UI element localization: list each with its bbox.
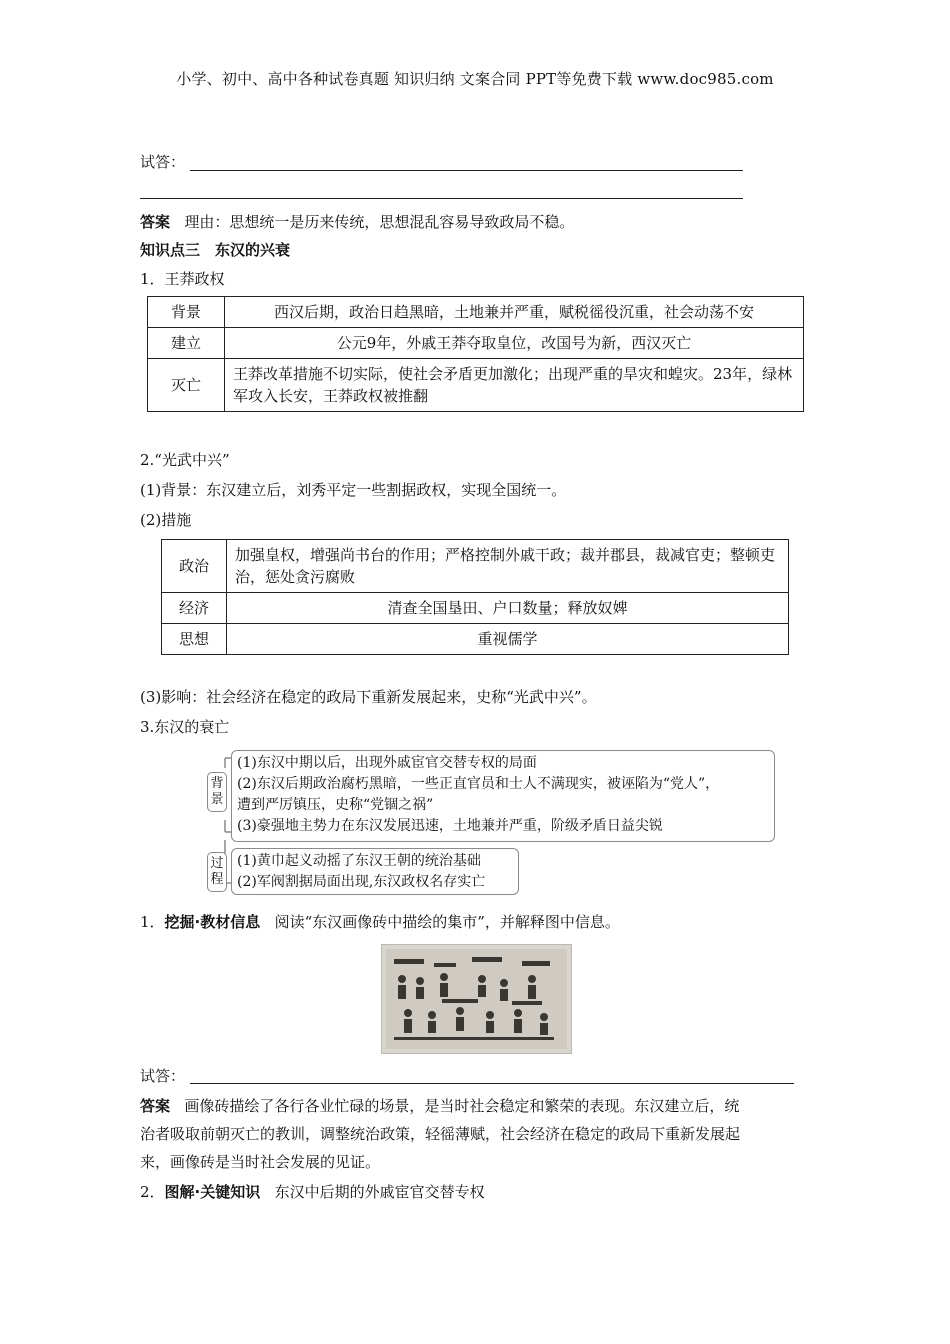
row-content: 重视儒学 (227, 624, 789, 655)
answer-tag: 答案 (140, 1097, 171, 1115)
table-row (162, 593, 789, 624)
row-content: 公元9年，外戚王莽夺取皇位，改国号为新，西汉灭亡 (225, 328, 804, 359)
guangwu-measures-table (161, 539, 789, 655)
row-label: 背景 (148, 297, 225, 328)
process-label: 过程 (207, 852, 227, 892)
section-title: 知识点三 东汉的兴衰 (140, 241, 291, 259)
diagram-line: (3)豪强地主势力在东汉发展迅速，土地兼并严重，阶级矛盾日益尖锐 (237, 818, 663, 834)
impact-text: (3)影响：社会经济在稳定的政局下重新发展起来，史称“光武中兴”。 (140, 688, 597, 706)
table-row (162, 624, 789, 655)
subsection-title: 3.东汉的衰亡 (140, 718, 230, 736)
try-answer-label: 试答： (140, 153, 186, 171)
row-content: 王莽改革措施不切实际，使社会矛盾更加激化；出现严重的旱灾和蝗灾。23年，绿林军攻入长安，王莽政权被推翻 (225, 359, 804, 412)
answer-text: 理由：思想统一是历来传统，思想混乱容易导致政局不稳。 (184, 213, 575, 231)
row-label: 经济 (162, 593, 227, 624)
table-row (148, 328, 804, 359)
answer-blank-line[interactable] (190, 170, 743, 171)
subsection-title: 2.“光武中兴” (140, 451, 230, 469)
row-content: 西汉后期，政治日趋黑暗，土地兼并严重，赋税徭役沉重，社会动荡不安 (225, 297, 804, 328)
dig-text: 阅读“东汉画像砖中描绘的集市”，并解释图中信息。 (274, 913, 620, 931)
graph-num: 2． (140, 1183, 165, 1201)
measures-title: (2)措施 (140, 511, 192, 529)
answer-text: 画像砖描绘了各行各业忙碌的场景，是当时社会稳定和繁荣的表现。东汉建立后，统 (184, 1097, 740, 1115)
graph-text: 东汉中后期的外戚宦官交替专权 (274, 1183, 485, 1201)
table-row (148, 359, 804, 412)
try-answer-label: 试答： (140, 1067, 186, 1085)
graph-heading (140, 1182, 485, 1202)
diagram-line: (1)东汉中期以后，出现外戚宦官交替专权的局面 (237, 755, 537, 771)
diagram-line: (1)黄巾起义动摇了东汉王朝的统治基础 (237, 853, 481, 869)
wang-mang-table (147, 296, 804, 412)
row-content: 清查全国垦田、户口数量；释放奴婢 (227, 593, 789, 624)
market-brick-relief-image (381, 944, 572, 1054)
diagram-line: 遭到严厉镇压，史称“党锢之祸” (237, 797, 434, 813)
row-content: 加强皇权，增强尚书台的作用；严格控制外戚干政；裁并郡县，裁减官吏；整顿吏治，惩处贪污腐败 (227, 540, 789, 593)
row-label: 灭亡 (148, 359, 225, 412)
row-label: 思想 (162, 624, 227, 655)
dig-heading (140, 912, 620, 932)
relief-figures (382, 945, 571, 1053)
answer-paragraph-line: 治者吸取前朝灭亡的教训，调整统治政策，轻徭薄赋，社会经济在稳定的政局下重新发展起 (140, 1125, 741, 1143)
diagram-line: (2)军阀割据局面出现,东汉政权名存实亡 (237, 874, 486, 890)
diagram-line: (2)东汉后期政治腐朽黑暗，一些正直官员和士人不满现实，被诬陷为“党人”， (237, 776, 720, 792)
background-text: (1)背景：东汉建立后，刘秀平定一些割据政权，实现全国统一。 (140, 481, 567, 499)
subsection-title: 1．王莽政权 (140, 270, 225, 288)
answer-tag: 答案 (140, 213, 171, 231)
answer-blank-line[interactable] (140, 198, 743, 199)
dig-num: 1． (140, 913, 165, 931)
answer-paragraph (140, 212, 574, 232)
dig-tag: 挖掘·教材信息 (164, 913, 261, 931)
background-label: 背景 (207, 772, 227, 812)
decline-diagram (203, 748, 775, 896)
page-header: 小学、初中、高中各种试卷真题 知识归纳 文案合同 PPT等免费下载 www.doc985.com (176, 70, 774, 88)
graph-tag: 图解·关键知识 (164, 1183, 261, 1201)
row-label: 政治 (162, 540, 227, 593)
table-row (148, 297, 804, 328)
row-label: 建立 (148, 328, 225, 359)
table-row (162, 540, 789, 593)
answer-blank-line[interactable] (190, 1083, 794, 1084)
answer-paragraph-line (140, 1096, 739, 1116)
answer-paragraph-line: 来，画像砖是当时社会发展的见证。 (140, 1153, 381, 1171)
